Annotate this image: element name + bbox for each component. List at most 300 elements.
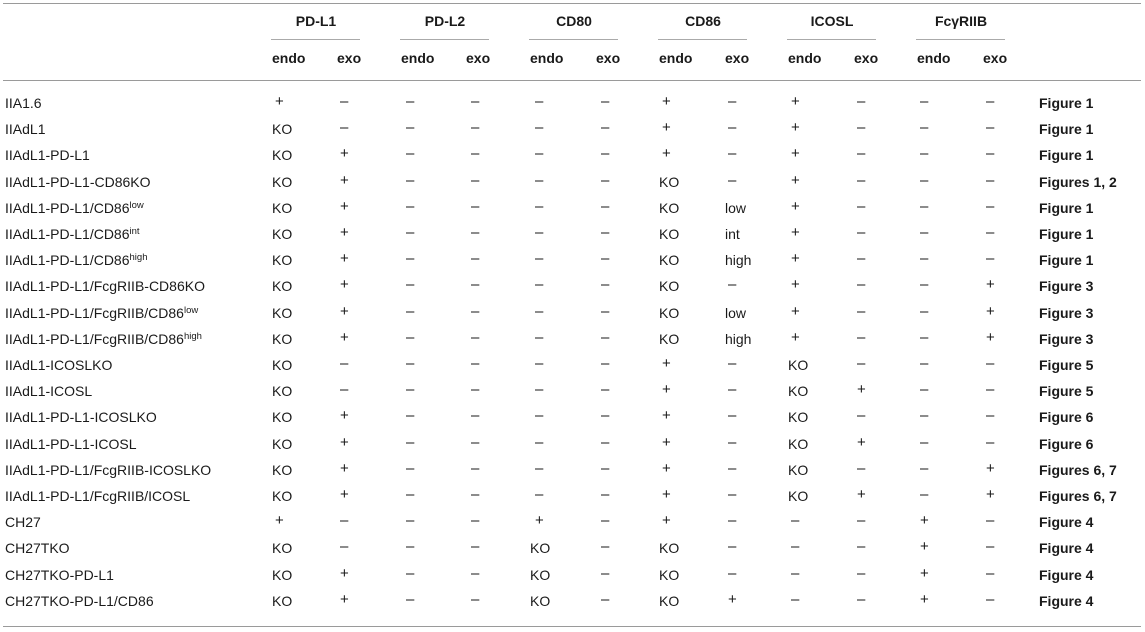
table-cell: – bbox=[601, 538, 610, 556]
table-cell: – bbox=[601, 590, 610, 608]
table-cell: – bbox=[791, 512, 800, 530]
table-cell: – bbox=[535, 433, 544, 451]
table-cell: + bbox=[535, 512, 544, 530]
table-cell: + bbox=[986, 486, 995, 503]
table-cell: – bbox=[601, 302, 610, 320]
group-header-fcgriib: FcγRIIB bbox=[934, 13, 988, 29]
group-underline bbox=[400, 39, 489, 40]
table-cell: – bbox=[535, 355, 544, 372]
group-header-cd80: CD80 bbox=[556, 13, 592, 29]
subheader-endo: endo bbox=[788, 50, 822, 66]
table-cell: – bbox=[920, 302, 929, 320]
table-cell: – bbox=[535, 381, 544, 399]
table-cell: + bbox=[791, 171, 800, 189]
table-cell: – bbox=[471, 93, 480, 110]
table-cell: – bbox=[471, 512, 480, 530]
table-cell: – bbox=[406, 276, 415, 294]
table-cell: – bbox=[471, 302, 480, 320]
cell-line-name-text: IIAdL1-PD-L1/CD86 bbox=[5, 252, 130, 269]
table-cell: – bbox=[601, 355, 610, 372]
table-cell: + bbox=[340, 224, 349, 241]
cell-line-name bbox=[5, 174, 151, 190]
table-cell: – bbox=[986, 381, 995, 399]
group-underline bbox=[916, 39, 1005, 40]
table-cell: – bbox=[791, 564, 800, 582]
cell-line-name-text: IIAdL1-PD-L1/FcgRIIB/ICOSL bbox=[5, 488, 191, 504]
table-cell: – bbox=[920, 328, 929, 346]
table-cell: – bbox=[986, 145, 995, 163]
figure-reference: Figure 4 bbox=[1039, 514, 1094, 531]
cell-line-name bbox=[5, 436, 137, 452]
table-cell: KO bbox=[272, 199, 293, 216]
subheader-exo: exo bbox=[596, 50, 621, 66]
table-cell: KO bbox=[272, 357, 293, 373]
table-cell: KO bbox=[272, 330, 293, 347]
table-cell: – bbox=[920, 381, 929, 399]
table-cell: + bbox=[791, 197, 800, 215]
table-cell: KO bbox=[788, 435, 809, 452]
table-cell: – bbox=[406, 381, 415, 399]
table-cell: – bbox=[535, 250, 544, 268]
figure-reference: Figure 1 bbox=[1039, 95, 1094, 111]
table-cell: + bbox=[275, 512, 284, 530]
table-cell: – bbox=[601, 407, 610, 425]
table-cell: – bbox=[601, 224, 610, 241]
table-cell: – bbox=[986, 93, 995, 110]
table-cell: – bbox=[857, 328, 866, 346]
table-cell: – bbox=[471, 171, 480, 189]
cell-line-name-text: CH27TKO-PD-L1 bbox=[5, 566, 114, 583]
cell-line-name bbox=[5, 383, 92, 399]
table-cell: KO bbox=[530, 592, 551, 609]
table-cell: – bbox=[920, 197, 929, 215]
table-cell: + bbox=[662, 355, 671, 372]
table-cell: – bbox=[920, 224, 929, 241]
table-cell: + bbox=[986, 328, 995, 346]
table-row bbox=[3, 169, 1141, 195]
table-cell: – bbox=[920, 433, 929, 451]
table-row bbox=[3, 509, 1141, 535]
table-cell: – bbox=[601, 381, 610, 399]
table-cell: + bbox=[340, 276, 349, 294]
table-row bbox=[3, 352, 1141, 378]
table-cell: KO bbox=[659, 566, 680, 583]
table-row bbox=[3, 326, 1141, 352]
figure-reference: Figure 3 bbox=[1039, 278, 1094, 295]
table-cell: – bbox=[986, 564, 995, 582]
table-cell: + bbox=[986, 459, 995, 477]
table-cell: – bbox=[857, 302, 866, 320]
table-cell: – bbox=[601, 486, 610, 503]
table-cell: high bbox=[725, 252, 752, 269]
table-cell: – bbox=[471, 250, 480, 268]
table-cell: – bbox=[920, 119, 929, 137]
table-cell: – bbox=[471, 197, 480, 215]
table-cell: + bbox=[857, 433, 866, 451]
group-underline bbox=[271, 39, 360, 40]
table-cell: KO bbox=[788, 357, 809, 373]
table-cell: + bbox=[340, 302, 349, 320]
table-cell: – bbox=[857, 171, 866, 189]
table-cell: + bbox=[791, 276, 800, 294]
table-cell: KO bbox=[530, 566, 551, 583]
table-cell: + bbox=[662, 486, 671, 503]
table-cell: – bbox=[535, 93, 544, 110]
subheader-exo: exo bbox=[725, 50, 750, 66]
table-cell: – bbox=[406, 119, 415, 137]
table-cell: + bbox=[340, 407, 349, 425]
table-cell: – bbox=[471, 119, 480, 137]
cell-line-name bbox=[5, 462, 211, 478]
table-cell: – bbox=[406, 224, 415, 241]
table-cell: – bbox=[535, 171, 544, 189]
cell-line-name-text: CH27TKO bbox=[5, 540, 70, 557]
cell-line-name bbox=[5, 95, 42, 111]
table-cell: KO bbox=[659, 592, 680, 609]
table-cell: – bbox=[406, 302, 415, 320]
table-cell: – bbox=[471, 486, 480, 503]
table-cell: – bbox=[406, 486, 415, 503]
table-cell: + bbox=[340, 433, 349, 451]
table-cell: – bbox=[986, 407, 995, 425]
table-cell: – bbox=[535, 224, 544, 241]
figure-reference: Figures 6, 7 bbox=[1039, 488, 1117, 504]
table-cell: + bbox=[920, 512, 929, 530]
figure-reference: Figure 1 bbox=[1039, 147, 1094, 164]
table-cell: – bbox=[857, 93, 866, 110]
group-header-cd86: CD86 bbox=[685, 13, 721, 29]
table-cell: + bbox=[340, 145, 349, 163]
table-cell: – bbox=[471, 538, 480, 556]
table-cell: low bbox=[725, 304, 747, 321]
table-cell: + bbox=[857, 486, 866, 503]
table-cell: – bbox=[471, 590, 480, 608]
table-row bbox=[3, 378, 1141, 404]
table-cell: KO bbox=[272, 147, 293, 164]
table-cell: – bbox=[601, 512, 610, 530]
table-cell: – bbox=[601, 459, 610, 477]
table-row bbox=[3, 300, 1141, 326]
table-cell: – bbox=[857, 250, 866, 268]
table-cell: + bbox=[662, 433, 671, 451]
subheader-endo: endo bbox=[530, 50, 564, 66]
table-cell: – bbox=[406, 512, 415, 530]
table-cell: + bbox=[662, 459, 671, 477]
table-cell: + bbox=[920, 590, 929, 608]
table-row bbox=[3, 142, 1141, 168]
table-row bbox=[3, 221, 1141, 247]
table-row bbox=[3, 431, 1141, 457]
table-cell: KO bbox=[659, 278, 680, 295]
group-header-pd-l2: PD-L2 bbox=[424, 13, 466, 29]
table-cell: + bbox=[920, 538, 929, 556]
table-cell: + bbox=[340, 564, 349, 582]
cell-line-name-text: IIA1.6 bbox=[5, 95, 42, 111]
figure-reference: Figure 3 bbox=[1039, 304, 1094, 321]
table-cell: – bbox=[986, 512, 995, 530]
cell-line-name-text: CH27TKO-PD-L1/CD86 bbox=[5, 592, 154, 609]
table-cell: – bbox=[986, 197, 995, 215]
cell-line-name-text: IIAdL1-PD-L1/FcgRIIB/CD86 bbox=[5, 330, 184, 347]
subheader-exo: exo bbox=[983, 50, 1008, 66]
table-cell: – bbox=[601, 328, 610, 346]
table-cell: – bbox=[535, 197, 544, 215]
table-cell: – bbox=[340, 93, 349, 110]
table-cell: – bbox=[601, 145, 610, 163]
table-cell: high bbox=[725, 330, 752, 347]
table-cell: – bbox=[728, 538, 737, 556]
cell-line-name bbox=[5, 567, 114, 583]
table-cell: – bbox=[406, 590, 415, 608]
table-cell: + bbox=[986, 302, 995, 320]
table-cell: – bbox=[406, 459, 415, 477]
table-cell: – bbox=[857, 512, 866, 530]
table-cell: – bbox=[471, 381, 480, 399]
cell-line-name-text: IIAdL1-PD-L1/CD86 bbox=[5, 226, 130, 242]
cell-line-name bbox=[5, 278, 205, 294]
figure-reference: Figure 3 bbox=[1039, 330, 1094, 347]
cell-line-name bbox=[5, 226, 140, 242]
table-cell: – bbox=[535, 486, 544, 503]
table-cell: KO bbox=[788, 409, 809, 426]
figure-reference: Figure 4 bbox=[1039, 566, 1094, 583]
table-cell: – bbox=[340, 119, 349, 137]
cell-line-name-text: IIAdL1-PD-L1 bbox=[5, 147, 90, 164]
table-cell: – bbox=[857, 564, 866, 582]
table-cell: + bbox=[662, 407, 671, 425]
table-row bbox=[3, 457, 1141, 483]
table-cell: – bbox=[791, 538, 800, 556]
table-cell: – bbox=[601, 250, 610, 268]
table-cell: low bbox=[725, 199, 747, 216]
table-cell: – bbox=[791, 590, 800, 608]
table-cell: – bbox=[471, 407, 480, 425]
table-cell: – bbox=[601, 276, 610, 294]
table-cell: – bbox=[857, 224, 866, 241]
table-cell: – bbox=[406, 93, 415, 110]
table-cell: KO bbox=[272, 121, 293, 138]
table-cell: – bbox=[471, 433, 480, 451]
table-cell: – bbox=[920, 407, 929, 425]
top-rule bbox=[3, 3, 1141, 4]
table-cell: – bbox=[986, 433, 995, 451]
table-row bbox=[3, 483, 1141, 509]
table-cell: KO bbox=[272, 409, 293, 426]
table-cell: + bbox=[662, 512, 671, 530]
table-cell: – bbox=[406, 355, 415, 372]
figure-reference: Figure 1 bbox=[1039, 252, 1094, 269]
table-cell: – bbox=[601, 171, 610, 189]
table-cell: – bbox=[728, 145, 737, 163]
table-cell: – bbox=[920, 355, 929, 372]
table-cell: KO bbox=[659, 540, 680, 557]
table-cell: KO bbox=[788, 383, 809, 400]
cell-line-name-text: IIAdL1-ICOSL bbox=[5, 383, 93, 400]
table-cell: KO bbox=[659, 199, 680, 216]
table-cell: – bbox=[728, 381, 737, 399]
table-cell: – bbox=[728, 93, 737, 110]
table-cell: – bbox=[535, 407, 544, 425]
table-cell: + bbox=[728, 590, 737, 608]
figure-reference: Figure 5 bbox=[1039, 357, 1094, 373]
table-cell: KO bbox=[272, 435, 293, 452]
table-cell: + bbox=[791, 93, 800, 110]
table-cell: + bbox=[340, 486, 349, 503]
cell-line-name bbox=[5, 305, 198, 321]
table-cell: – bbox=[340, 538, 349, 556]
table-cell: – bbox=[920, 171, 929, 189]
subheader-endo: endo bbox=[401, 50, 435, 66]
cell-line-name bbox=[5, 540, 70, 556]
subheader-endo: endo bbox=[659, 50, 693, 66]
cell-line-name-text: IIAdL1-PD-L1-CD86KO bbox=[5, 173, 151, 190]
table-cell: – bbox=[986, 171, 995, 189]
table-cell: – bbox=[728, 564, 737, 582]
table-cell: + bbox=[791, 119, 800, 137]
table-cell: – bbox=[535, 276, 544, 294]
table-cell: – bbox=[406, 538, 415, 556]
table-cell: – bbox=[601, 93, 610, 110]
cell-line-name bbox=[5, 593, 154, 609]
table-row bbox=[3, 562, 1141, 588]
subheader-endo: endo bbox=[272, 50, 306, 66]
table-cell: – bbox=[406, 328, 415, 346]
table-cell: – bbox=[920, 145, 929, 163]
table-cell: – bbox=[406, 250, 415, 268]
table-cell: KO bbox=[530, 540, 551, 557]
table-row bbox=[3, 90, 1141, 116]
table-row bbox=[3, 535, 1141, 561]
table-cell: KO bbox=[788, 461, 809, 478]
table-cell: KO bbox=[272, 304, 293, 321]
table-cell: – bbox=[406, 145, 415, 163]
subheader-exo: exo bbox=[466, 50, 491, 66]
table-cell: – bbox=[920, 459, 929, 477]
figure-reference: Figure 1 bbox=[1039, 121, 1094, 138]
table-cell: + bbox=[791, 250, 800, 268]
group-underline bbox=[787, 39, 876, 40]
table-cell: KO bbox=[659, 173, 680, 190]
table-cell: + bbox=[662, 119, 671, 137]
table-cell: – bbox=[728, 355, 737, 372]
cell-line-name-superscript: high bbox=[129, 252, 148, 264]
table-cell: – bbox=[471, 328, 480, 346]
table-cell: – bbox=[471, 145, 480, 163]
table-cell: – bbox=[986, 250, 995, 268]
table-cell: KO bbox=[659, 226, 680, 242]
bottom-rule bbox=[3, 626, 1141, 627]
table-cell: – bbox=[920, 93, 929, 110]
table-row bbox=[3, 195, 1141, 221]
table-cell: – bbox=[728, 486, 737, 503]
cell-line-name bbox=[5, 252, 147, 268]
table-cell: + bbox=[340, 590, 349, 608]
cell-line-name bbox=[5, 514, 41, 530]
table-cell: – bbox=[406, 197, 415, 215]
table-cell: + bbox=[857, 381, 866, 399]
table-cell: – bbox=[535, 145, 544, 163]
cell-line-name-text: IIAdL1-PD-L1/FcgRIIB-ICOSLKO bbox=[5, 461, 212, 478]
cell-line-name bbox=[5, 331, 202, 347]
cell-line-name-text: IIAdL1 bbox=[5, 121, 46, 138]
table-cell: – bbox=[857, 538, 866, 556]
table-cell: KO bbox=[272, 566, 293, 583]
cell-line-name-text: IIAdL1-PD-L1/FcgRIIB/CD86 bbox=[5, 304, 184, 321]
table-cell: KO bbox=[272, 540, 293, 557]
table-cell: – bbox=[857, 459, 866, 477]
table-cell: – bbox=[601, 433, 610, 451]
table-cell: – bbox=[728, 512, 737, 530]
cell-line-name-text: CH27 bbox=[5, 514, 41, 531]
cell-line-name-text: IIAdL1-PD-L1-ICOSL bbox=[5, 435, 137, 452]
table-cell: + bbox=[340, 250, 349, 268]
table-cell: – bbox=[601, 119, 610, 137]
cell-line-name-text: IIAdL1-PD-L1/FcgRIIB-CD86KO bbox=[5, 278, 205, 295]
table-cell: – bbox=[986, 119, 995, 137]
table-cell: – bbox=[728, 433, 737, 451]
table-cell: – bbox=[406, 171, 415, 189]
table-cell: – bbox=[857, 407, 866, 425]
table-cell: – bbox=[406, 564, 415, 582]
table-cell: – bbox=[857, 197, 866, 215]
group-header-pd-l1: PD-L1 bbox=[295, 13, 337, 29]
table-cell: – bbox=[406, 407, 415, 425]
cell-line-name bbox=[5, 147, 90, 163]
cell-line-name bbox=[5, 357, 112, 373]
table-row bbox=[3, 273, 1141, 299]
table-cell: KO bbox=[788, 488, 809, 504]
cell-line-name-superscript: low bbox=[129, 199, 144, 211]
table-cell: – bbox=[857, 276, 866, 294]
table-cell: KO bbox=[272, 173, 293, 190]
table-cell: KO bbox=[272, 383, 293, 400]
cell-line-name-superscript: high bbox=[183, 330, 202, 342]
table-cell: + bbox=[920, 564, 929, 582]
table-cell: – bbox=[535, 328, 544, 346]
figure-reference: Figures 1, 2 bbox=[1039, 173, 1117, 190]
table-cell: + bbox=[986, 276, 995, 294]
figure-reference: Figure 5 bbox=[1039, 383, 1094, 400]
table-cell: – bbox=[728, 276, 737, 294]
table-cell: + bbox=[791, 224, 800, 241]
table-cell: + bbox=[340, 171, 349, 189]
table-cell: KO bbox=[659, 330, 680, 347]
table-cell: – bbox=[728, 171, 737, 189]
table-cell: – bbox=[920, 250, 929, 268]
cell-line-name-superscript: low bbox=[183, 304, 199, 316]
cell-line-name bbox=[5, 409, 157, 425]
table-cell: – bbox=[471, 564, 480, 582]
cell-line-name bbox=[5, 488, 190, 504]
table-cell: – bbox=[986, 590, 995, 608]
figure-reference: Figure 4 bbox=[1039, 540, 1094, 557]
table-row bbox=[3, 247, 1141, 273]
figure-reference: Figure 4 bbox=[1039, 592, 1094, 609]
table-cell: – bbox=[471, 355, 480, 372]
table-cell: – bbox=[601, 197, 610, 215]
cell-line-name-text: IIAdL1-PD-L1-ICOSLKO bbox=[5, 409, 157, 426]
table-cell: – bbox=[920, 276, 929, 294]
cell-line-name bbox=[5, 200, 144, 216]
table-cell: – bbox=[857, 590, 866, 608]
table-cell: + bbox=[275, 93, 284, 110]
table-cell: – bbox=[857, 145, 866, 163]
cell-line-name-text: IIAdL1-ICOSLKO bbox=[5, 357, 113, 373]
table-cell: KO bbox=[272, 461, 293, 478]
table-cell: – bbox=[535, 459, 544, 477]
cell-line-name bbox=[5, 121, 45, 137]
table-cell: + bbox=[791, 328, 800, 346]
